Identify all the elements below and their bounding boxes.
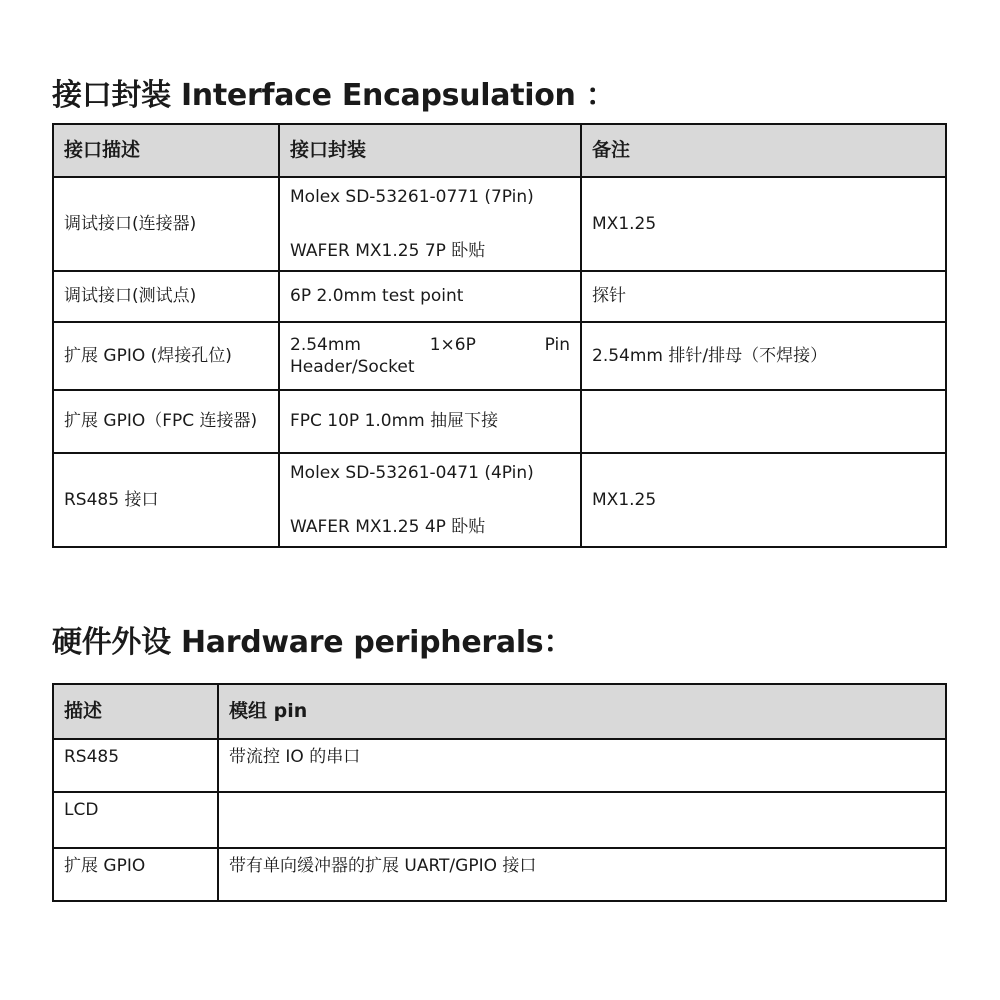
table-row <box>53 848 946 901</box>
table-row <box>53 271 946 322</box>
row-desc: RS485 <box>53 739 218 792</box>
table-row <box>53 177 946 271</box>
table-row <box>53 792 946 848</box>
header-desc: 描述 <box>53 684 218 739</box>
interface-table <box>52 123 947 548</box>
package-line: Molex SD-53261-0771 (7Pin) <box>290 186 534 207</box>
row-note <box>581 390 946 453</box>
hardware-section-title: 硬件外设 Hardware peripherals： <box>52 625 574 660</box>
table-row <box>53 322 946 390</box>
row-note: MX1.25 <box>581 453 946 547</box>
package-line: WAFER MX1.25 4P 卧贴 <box>290 517 486 537</box>
row-pin: 带流控 IO 的串口 <box>218 739 946 792</box>
package-line: Molex SD-53261-0471 (4Pin) <box>290 462 534 483</box>
row-package: FPC 10P 1.0mm 抽屉下接 <box>279 390 581 453</box>
header-interface-desc: 接口描述 <box>53 124 279 177</box>
table-header-row <box>53 684 946 739</box>
package-part: 2.54mm <box>290 334 361 355</box>
package-part: Pin <box>544 334 570 355</box>
row-desc: 调试接口(连接器) <box>53 177 279 271</box>
row-note: 探针 <box>581 271 946 322</box>
row-desc: RS485 接口 <box>53 453 279 547</box>
row-package <box>279 453 581 547</box>
row-note: 2.54mm 排针/排母（不焊接） <box>581 322 946 390</box>
row-package <box>279 177 581 271</box>
table-row <box>53 453 946 547</box>
table-row <box>53 390 946 453</box>
row-pin: 带有单向缓冲器的扩展 UART/GPIO 接口 <box>218 848 946 901</box>
table-header-row <box>53 124 946 177</box>
header-interface-package: 接口封装 <box>279 124 581 177</box>
table-row <box>53 739 946 792</box>
row-desc: 扩展 GPIO (焊接孔位) <box>53 322 279 390</box>
row-package <box>279 322 581 390</box>
row-note: MX1.25 <box>581 177 946 271</box>
package-line: Header/Socket <box>290 357 415 377</box>
package-line: WAFER MX1.25 7P 卧贴 <box>290 241 486 261</box>
row-desc: LCD <box>53 792 218 848</box>
package-part: 1×6P <box>429 334 476 355</box>
row-package: 6P 2.0mm test point <box>279 271 581 322</box>
header-module-pin: 模组 pin <box>218 684 946 739</box>
interface-section-title: 接口封装 Interface Encapsulation ： <box>52 78 616 113</box>
row-desc: 调试接口(测试点) <box>53 271 279 322</box>
row-desc: 扩展 GPIO <box>53 848 218 901</box>
row-desc: 扩展 GPIO（FPC 连接器) <box>53 390 279 453</box>
package-line <box>290 334 570 356</box>
row-pin <box>218 792 946 848</box>
hardware-table <box>52 683 947 902</box>
header-note: 备注 <box>581 124 946 177</box>
